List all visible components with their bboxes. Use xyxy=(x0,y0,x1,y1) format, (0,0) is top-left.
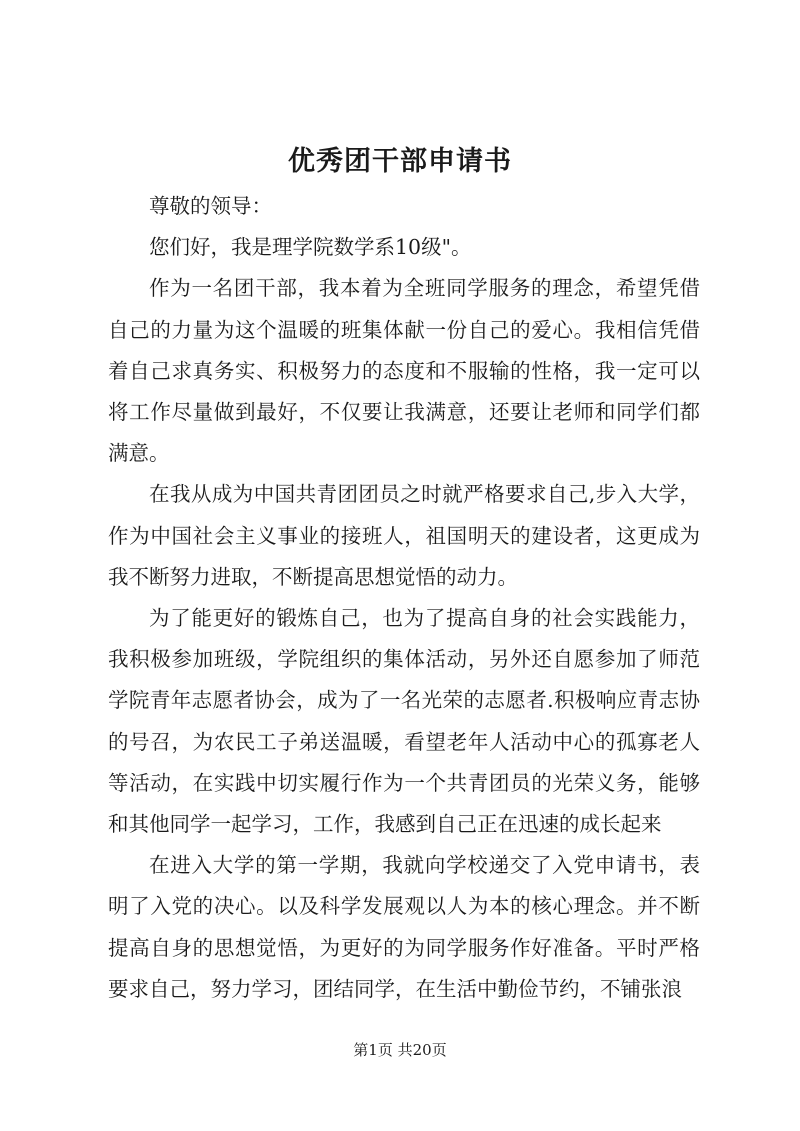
body-paragraph: 作为一名团干部，我本着为全班同学服务的理念，希望凭借自己的力量为这个温暖的班集体献一份自己的爱心。我相信凭借着自己求真务实、积极努力的态度和不服输的性格，我一定可以将工作尽量做到最好，不仅要让我满意，还要让老师和同学们都满意。 xyxy=(108,276,700,466)
document-body xyxy=(108,186,700,1010)
greeting-paragraph: 您们好，我是理学院数学系10级"。 xyxy=(149,235,472,260)
body-paragraph: 为了能更好的锻炼自己，也为了提高自身的社会实践能力，我积极参加班级，学院组织的集体活动，另外还自愿参加了师范学院青年志愿者协会，成为了一名光荣的志愿者.积极响应青志协的号召，为农民工子弟送温暖，看望老年人活动中心的孤寡老人等活动，在实践中切实履行作为一个共青团员的光荣义务，能够和其他同学一起学习，工作，我感到自己正在迅速的成长起来 xyxy=(108,606,700,837)
page-number-footer: 第1页 共20页 xyxy=(353,1041,447,1059)
salutation: 尊敬的领导： xyxy=(149,194,272,218)
body-paragraph: 在我从成为中国共青团团员之时就严格要求自己,步入大学，作为中国社会主义事业的接班人，祖国明天的建设者，这更成为我不断努力进取，不断提高思想觉悟的动力。 xyxy=(108,482,700,589)
body-paragraph: 在进入大学的第一学期，我就向学校递交了入党申请书，表明了入党的决心。以及科学发展观以人为本的核心理念。并不断提高自身的思想觉悟，为更好的为同学服务作好准备。平时严格要求自己，努力学习，团结同学，在生活中勤俭节约，不铺张浪 xyxy=(108,853,700,1001)
document-title: 优秀团干部申请书 xyxy=(288,146,512,177)
